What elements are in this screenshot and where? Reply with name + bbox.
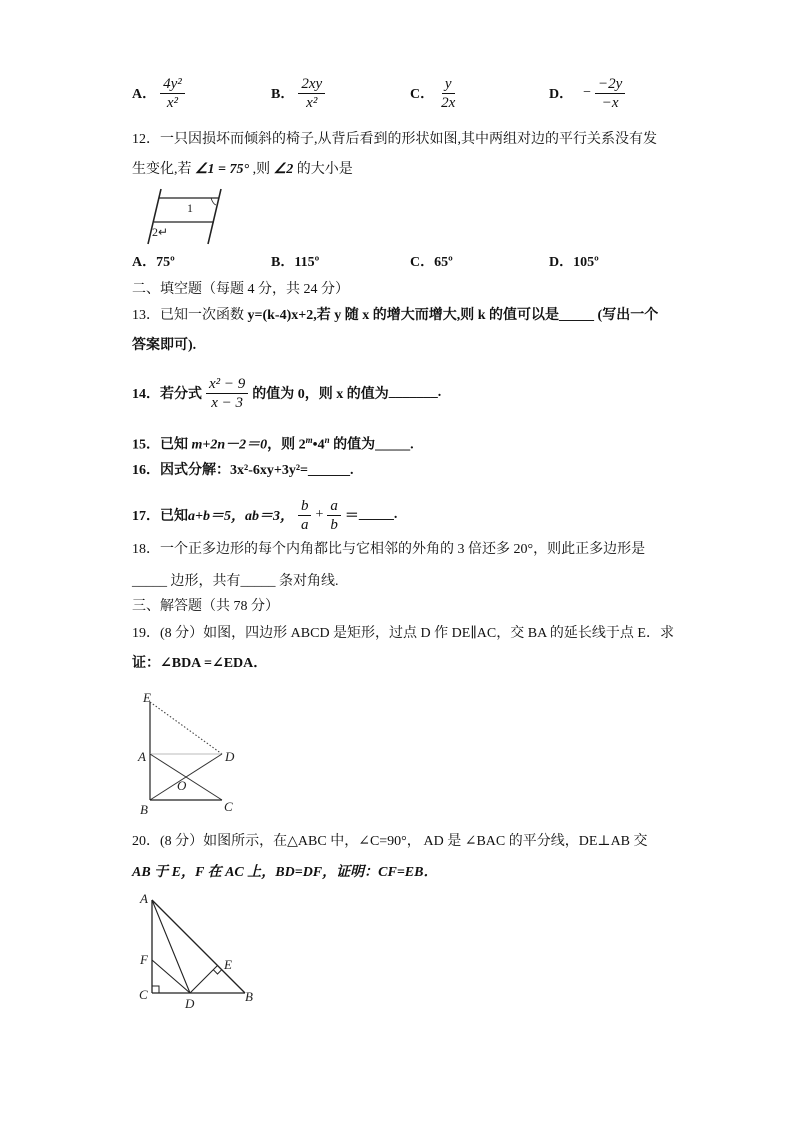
q12-angle2: ∠2	[273, 162, 294, 177]
point-label-D: D	[225, 749, 235, 764]
q15-exponent-m: m	[305, 435, 313, 445]
q19-line2: 证：∠BDA =∠EDA．	[132, 656, 268, 671]
fraction-numerator: b	[298, 497, 312, 516]
q11-option-d	[549, 73, 629, 113]
option-letter: A．	[132, 87, 157, 102]
q15-mid: •4	[312, 437, 325, 453]
q17-fraction-b-over-a	[298, 497, 312, 534]
fraction-denominator: x²	[166, 94, 179, 111]
q15-text-b: ，则	[267, 437, 299, 453]
point-label-B: B	[245, 989, 253, 1004]
q19-rectangle-figure	[134, 686, 242, 818]
q13-line2: 答案即可).	[132, 338, 197, 353]
angle1-arc	[211, 198, 216, 205]
option-value: 115º	[294, 255, 320, 270]
q11-option-c	[410, 73, 462, 113]
q13-text-a: 13．已知一次函数	[132, 308, 248, 323]
point-label-A: A	[140, 891, 148, 906]
option-letter: C．	[410, 255, 435, 270]
answer-blank: _____	[358, 507, 394, 522]
answer-blank: _____	[375, 437, 411, 453]
option-value: 75º	[156, 255, 175, 270]
option-value: 65º	[434, 255, 453, 270]
answer-blank: _______	[388, 385, 438, 400]
q18-line2	[132, 573, 339, 591]
answer-blank: _____	[132, 574, 167, 589]
plus-sign: +	[315, 507, 324, 522]
line-DE	[190, 966, 218, 994]
section-solve-heading: 三、解答题（共 78 分）	[132, 599, 279, 614]
right-angle-mark-E	[213, 970, 221, 974]
point-label-E: E	[224, 957, 232, 972]
point-label-C: C	[139, 987, 148, 1002]
answer-blank: _____	[240, 574, 276, 589]
fraction-denominator: x²	[306, 94, 318, 111]
q20-triangle-figure	[134, 886, 258, 1014]
answer-blank: ______	[308, 463, 351, 478]
q18-line1: 18．一个正多边形的每个内角都比与它相邻的外角的 3 倍还多 20°，则此正多边形是	[132, 542, 646, 557]
q14-text-a: 14．若分式	[132, 387, 202, 402]
point-label-B: B	[140, 802, 148, 817]
q16-text-b: .	[350, 463, 354, 478]
fraction-numerator: −2y	[595, 75, 625, 94]
answer-blank: _____	[559, 308, 595, 323]
angle2-label: 2↵	[152, 225, 169, 239]
q17-line	[132, 495, 397, 535]
line-ED	[150, 702, 222, 754]
q14-fraction	[206, 375, 248, 412]
q13-text-c: (写出一个	[594, 308, 659, 323]
option-fraction	[160, 75, 185, 112]
chair-right-leg	[208, 189, 221, 244]
fraction-denominator: a	[300, 516, 309, 533]
option-letter: C．	[410, 87, 435, 102]
q12-option-a	[132, 254, 175, 272]
fraction-numerator: 2xy	[298, 75, 325, 94]
q17-text-a: 17．已知	[132, 509, 188, 524]
option-fraction	[438, 75, 458, 112]
q15-text-d: .	[410, 437, 414, 453]
q17-text-b: .	[393, 507, 398, 522]
option-fraction	[595, 75, 625, 112]
q13-expression: y=(k-4)x+2	[247, 308, 314, 323]
q12-option-c	[410, 254, 453, 272]
q15-text-a: 15．已知	[132, 437, 192, 453]
point-label-C: C	[224, 799, 233, 814]
q13-text-b: ,若 y 随 x 的增大而增大,则 k 的值可以是	[313, 308, 560, 323]
q19-line1: 19．(8 分）如图，四边形 ABCD 是矩形，过点 D 作 DE∥AC，交 BA 的延长线于点 E．求	[132, 626, 674, 641]
option-fraction	[298, 75, 325, 112]
q11-option-a	[132, 73, 189, 113]
fraction-denominator: x − 3	[211, 394, 244, 411]
q12-text-c: 的大小是	[296, 162, 353, 177]
point-label-E: E	[143, 690, 151, 705]
option-value: 105º	[573, 255, 599, 270]
q15-exponent-n: n	[324, 435, 330, 445]
point-label-F: F	[140, 952, 148, 967]
fraction-numerator: x² − 9	[206, 375, 248, 394]
option-letter: B．	[271, 255, 295, 270]
q15-expression: m+2n－2＝0	[191, 437, 268, 453]
q13-line1	[132, 307, 658, 325]
fraction-numerator: 4y²	[160, 75, 185, 94]
option-letter: B．	[271, 87, 295, 102]
q12-line1: 12．一只因损坏而倾斜的椅子,从背后看到的形状如图,其中两组对边的平行关系没有发	[132, 132, 657, 147]
fraction-numerator: a	[327, 497, 341, 516]
option-letter: D．	[549, 87, 574, 102]
q15-text-c: 的值为	[329, 437, 376, 453]
q12-angle1: ∠1 = 75°	[195, 162, 250, 177]
q16-line	[132, 462, 354, 480]
q17-expression: a+b＝5，ab＝3，	[188, 509, 294, 524]
q14-line	[132, 373, 441, 413]
q20-line2: AB 于 E，F 在 AC 上，BD=DF，证明：CF=EB．	[132, 865, 438, 880]
fraction-denominator: 2x	[441, 94, 456, 111]
q15-line	[132, 431, 414, 455]
q20-line1: 20．(8 分）如图所示，在△ABC 中，∠C=90°， AD 是 ∠BAC 的平分线，DE⊥AB 交	[132, 834, 648, 849]
right-angle-mark-C	[152, 986, 159, 993]
q14-text-b: 的值为 0，则 x 的值为	[252, 387, 389, 402]
line-FD	[152, 960, 190, 993]
angle1-label: 1	[187, 201, 193, 215]
option-letter: A．	[132, 255, 157, 270]
equals-sign: ＝	[344, 509, 359, 524]
fraction-numerator: y	[442, 75, 455, 94]
option-letter: D．	[549, 255, 574, 270]
q17-fraction-a-over-b	[327, 497, 341, 534]
point-label-D: D	[185, 996, 195, 1011]
minus-sign: −	[583, 85, 592, 100]
q12-option-d	[549, 254, 599, 272]
line-AB	[152, 900, 245, 993]
fraction-denominator: b	[330, 516, 338, 533]
section-fill-in-heading: 二、填空题（每题 4 分，共 24 分）	[132, 282, 349, 297]
q11-option-b	[271, 73, 329, 113]
q12-option-b	[271, 254, 319, 272]
q16-text-a: 16．因式分解：	[132, 463, 230, 478]
q16-expression: 3x²-6xy+3y²=	[230, 463, 309, 478]
q18-text-a: 边形，共有	[167, 574, 241, 589]
q12-text-b: ,则	[252, 162, 271, 177]
point-label-A: A	[138, 749, 146, 764]
q14-text-c: .	[437, 385, 442, 400]
fraction-denominator: −x	[601, 94, 619, 111]
q12-chair-figure	[140, 185, 230, 245]
q12-line2	[132, 161, 353, 179]
q18-text-b: 条对角线.	[275, 574, 339, 589]
line-AD	[152, 900, 190, 993]
point-label-O: O	[177, 778, 187, 793]
q15-base: 2	[298, 437, 306, 453]
q12-text-a: 生变化,若	[132, 162, 192, 177]
